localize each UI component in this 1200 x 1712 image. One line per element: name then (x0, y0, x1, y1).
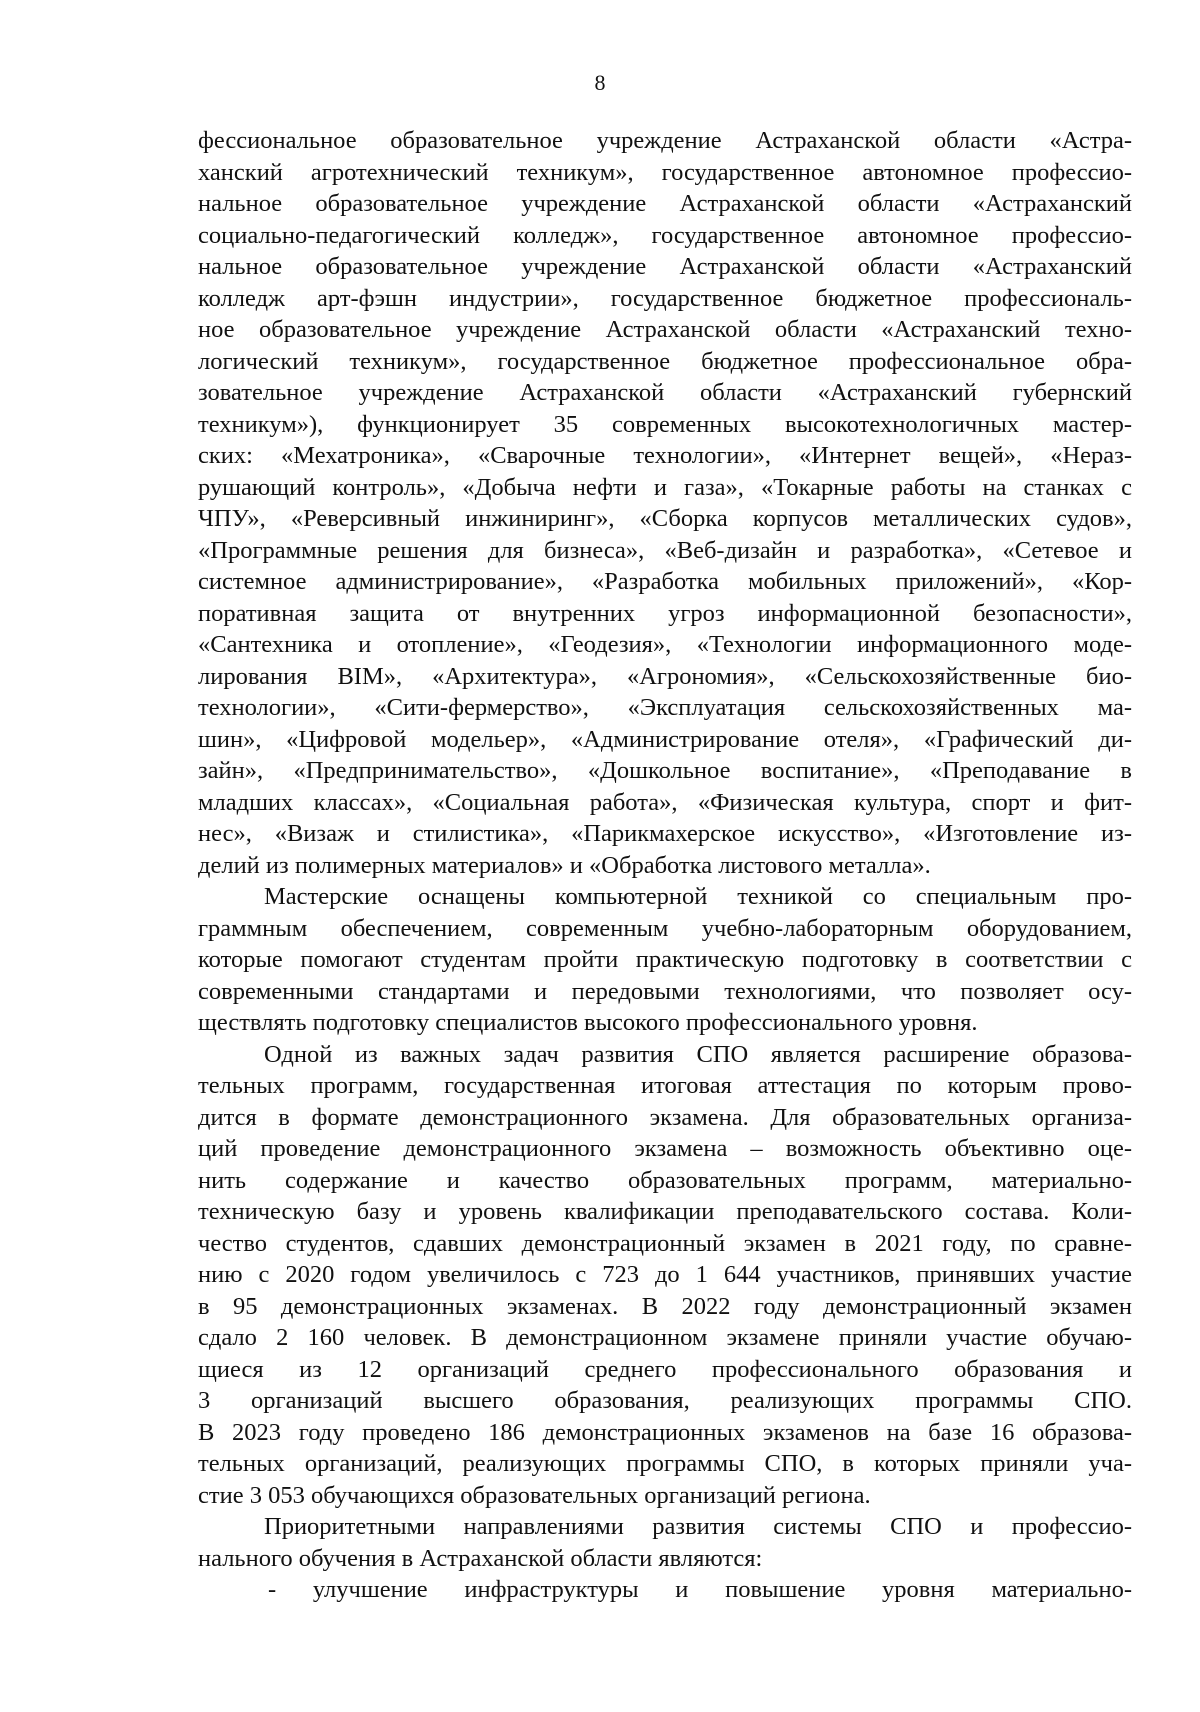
text-line: дится в формате демонстрационного экзамена. Для образовательных организа- (198, 1103, 1132, 1131)
text-line: ное образовательное учреждение Астраханской области «Астраханский техно- (198, 316, 1132, 343)
text-line: ских: «Мехатроника», «Сварочные технологии», «Интернет вещей», «Нераз- (198, 442, 1132, 469)
text-line: техникум»), функционирует 35 современных высокотехнологичных мастер- (198, 410, 1132, 438)
text-line: «Сантехника и отопление», «Геодезия», «Технологии информационного моде- (198, 631, 1132, 658)
text-line: нить содержание и качество образовательных программ, материально- (198, 1166, 1132, 1194)
text-line: ЧПУ», «Реверсивный инжиниринг», «Сборка корпусов металлических судов», (198, 505, 1132, 532)
text-line: В 2023 году проведено 186 демонстрационных экзаменов на базе 16 образова- (198, 1418, 1132, 1446)
text-line: современными стандартами и передовыми технологиями, что позволяет осу- (198, 977, 1132, 1005)
text-line: лирования BIM», «Архитектура», «Агрономия», «Сельскохозяйственные био- (198, 662, 1132, 690)
text-line: которые помогают студентам пройти практическую подготовку в соответствии с (198, 946, 1132, 973)
text-line: Мастерские оснащены компьютерной техникой со специальным про- (264, 883, 1132, 910)
body-text (198, 125, 1132, 1606)
text-line: ханский агротехнический техникум», государственное автономное профессио- (198, 158, 1132, 186)
text-line: системное администрирование», «Разработка мобильных приложений», «Кор- (198, 568, 1132, 595)
text-line: нес», «Визаж и стилистика», «Парикмахерское искусство», «Изготовление из- (198, 820, 1132, 847)
text-line: - улучшение инфраструктуры и повышение уровня материально- (268, 1576, 1132, 1603)
text-line: Одной из важных задач развития СПО является расширение образова- (264, 1040, 1132, 1068)
page-number: 8 (594, 70, 606, 95)
text-line: социально-педагогический колледж», государственное автономное профессио- (198, 221, 1132, 249)
text-line: зайн», «Предпринимательство», «Дошкольное воспитание», «Преподавание в (198, 757, 1132, 784)
text-line: логический техникум», государственное бюджетное профессиональное обра- (198, 347, 1132, 375)
text-line: 3 организаций высшего образования, реализующих программы СПО. (198, 1387, 1132, 1414)
text-line: щиеся из 12 организаций среднего профессионального образования и (198, 1355, 1132, 1383)
text-line: нальное образовательное учреждение Астраханской области «Астраханский (198, 253, 1132, 280)
text-line: технологии», «Сити-фермерство», «Эксплуатация сельскохозяйственных ма- (198, 694, 1132, 721)
text-line: фессиональное образовательное учреждение Астраханской области «Астра- (198, 127, 1132, 154)
text-line: нального обучения в Астраханской области являются: (198, 1544, 763, 1572)
text-line: техническую базу и уровень квалификации преподавательского состава. Коли- (198, 1198, 1132, 1225)
text-line: граммным обеспечением, современным учебно-лабораторным оборудованием, (198, 914, 1132, 942)
text-line: поративная защита от внутренних угроз информационной безопасности», (198, 599, 1132, 627)
text-line: тельных программ, государственная итоговая аттестация по которым прово- (198, 1072, 1132, 1099)
text-line: Приоритетными направлениями развития системы СПО и профессио- (264, 1513, 1132, 1540)
text-line: «Программные решения для бизнеса», «Веб-дизайн и разработка», «Сетевое и (198, 536, 1132, 564)
text-line: колледж арт-фэшн индустрии», государственное бюджетное профессиональ- (198, 284, 1132, 312)
text-line: сдало 2 160 человек. В демонстрационном экзамене приняли участие обучаю- (198, 1324, 1132, 1351)
text-line: чество студентов, сдавших демонстрационный экзамен в 2021 году, по сравне- (198, 1229, 1132, 1257)
text-line: ществлять подготовку специалистов высокого профессионального уровня. (198, 1009, 978, 1036)
text-line: ций проведение демонстрационного экзамена – возможность объективно оце- (198, 1135, 1132, 1162)
text-line: нию с 2020 годом увеличилось с 723 до 1 644 участников, принявших участие (198, 1261, 1132, 1288)
text-line: тельных организаций, реализующих программы СПО, в которых приняли уча- (198, 1450, 1132, 1477)
text-line: шин», «Цифровой модельер», «Администрирование отеля», «Графический ди- (198, 725, 1132, 753)
text-line: делий из полимерных материалов» и «Обработка листового металла». (198, 851, 931, 879)
text-line: зовательное учреждение Астраханской области «Астраханский губернский (198, 379, 1132, 406)
text-line: младших классах», «Социальная работа», «Физическая культура, спорт и фит- (198, 788, 1132, 816)
text-line: рушающий контроль», «Добыча нефти и газа», «Токарные работы на станках с (198, 473, 1132, 501)
text-line: нальное образовательное учреждение Астраханской области «Астраханский (198, 190, 1132, 217)
text-line: стие 3 053 обучающихся образовательных организаций региона. (198, 1481, 871, 1509)
text-line: в 95 демонстрационных экзаменах. В 2022 году демонстрационный экзамен (198, 1292, 1132, 1320)
